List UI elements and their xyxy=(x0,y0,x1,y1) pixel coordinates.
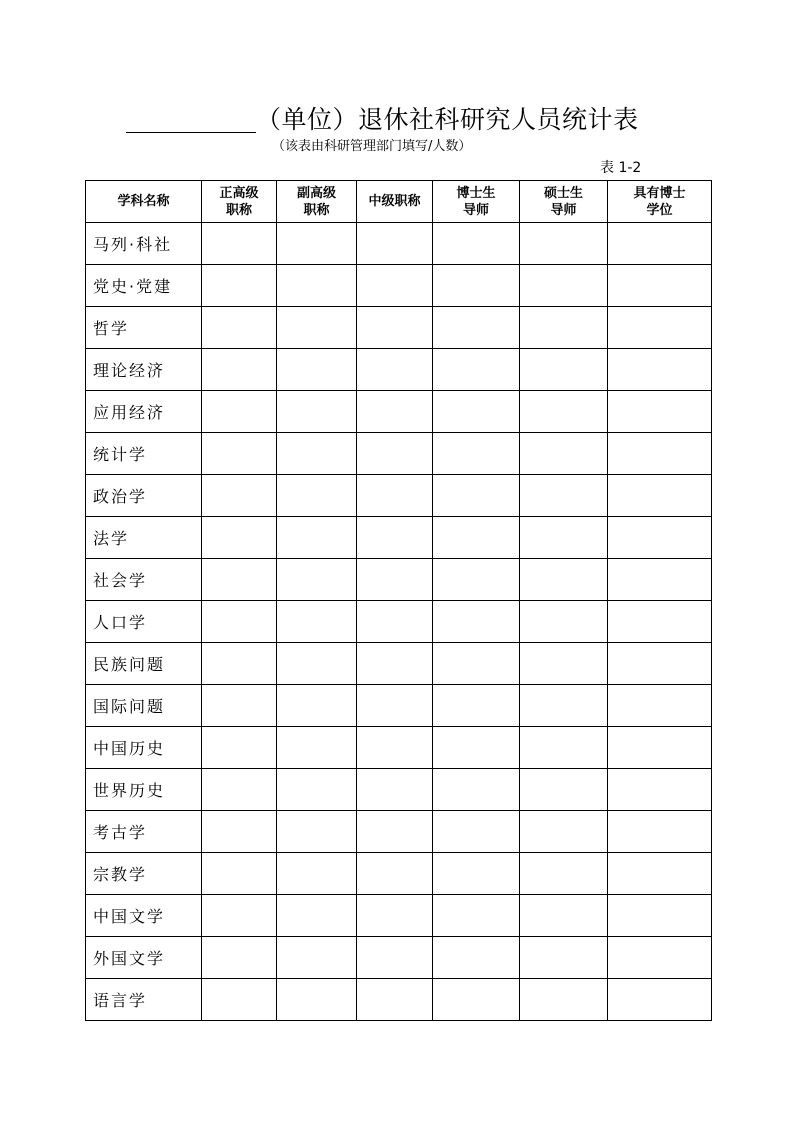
table-row xyxy=(86,811,712,853)
table-row xyxy=(86,769,712,811)
data-entry-cell[interactable] xyxy=(357,391,433,433)
data-entry-cell[interactable] xyxy=(202,223,277,265)
table-row xyxy=(86,685,712,727)
data-entry-cell[interactable] xyxy=(202,307,277,349)
data-entry-cell[interactable] xyxy=(433,391,520,433)
table-row xyxy=(86,601,712,643)
data-entry-cell[interactable] xyxy=(277,685,357,727)
data-entry-cell[interactable] xyxy=(520,559,608,601)
subject-name-cell: 统计学 xyxy=(86,433,202,475)
subject-name-cell: 世界历史 xyxy=(86,769,202,811)
data-entry-cell[interactable] xyxy=(608,391,712,433)
data-entry-cell[interactable] xyxy=(357,475,433,517)
table-row xyxy=(86,979,712,1021)
data-entry-cell[interactable] xyxy=(202,895,277,937)
page-subtitle: （该表由科研管理部门填写/人数） xyxy=(272,139,472,154)
data-entry-cell[interactable] xyxy=(433,727,520,769)
data-entry-cell[interactable] xyxy=(202,559,277,601)
data-entry-cell[interactable] xyxy=(277,979,357,1021)
data-entry-cell[interactable] xyxy=(202,349,277,391)
data-entry-cell[interactable] xyxy=(608,643,712,685)
data-entry-cell[interactable] xyxy=(608,307,712,349)
data-entry-cell[interactable] xyxy=(608,475,712,517)
data-entry-cell[interactable] xyxy=(433,265,520,307)
subject-name-cell: 考古学 xyxy=(86,811,202,853)
data-entry-cell[interactable] xyxy=(433,979,520,1021)
data-entry-cell[interactable] xyxy=(433,307,520,349)
data-entry-cell[interactable] xyxy=(277,391,357,433)
data-entry-cell[interactable] xyxy=(520,433,608,475)
subject-name-cell: 哲学 xyxy=(86,307,202,349)
data-entry-cell[interactable] xyxy=(277,643,357,685)
header-row xyxy=(86,181,712,223)
data-entry-cell[interactable] xyxy=(520,895,608,937)
data-entry-cell[interactable] xyxy=(520,853,608,895)
column-header-line2: 导师 xyxy=(550,202,577,218)
data-entry-cell[interactable] xyxy=(357,265,433,307)
data-entry-cell[interactable] xyxy=(433,937,520,979)
data-entry-cell[interactable] xyxy=(608,601,712,643)
data-entry-cell[interactable] xyxy=(520,517,608,559)
data-entry-cell[interactable] xyxy=(277,517,357,559)
data-entry-cell[interactable] xyxy=(433,349,520,391)
data-entry-cell[interactable] xyxy=(520,349,608,391)
table-row xyxy=(86,475,712,517)
table-row xyxy=(86,937,712,979)
data-entry-cell[interactable] xyxy=(202,727,277,769)
table-row xyxy=(86,727,712,769)
table-row xyxy=(86,517,712,559)
data-entry-cell[interactable] xyxy=(277,265,357,307)
data-entry-cell[interactable] xyxy=(520,685,608,727)
column-header xyxy=(357,181,433,223)
data-entry-cell[interactable] xyxy=(357,979,433,1021)
data-entry-cell[interactable] xyxy=(202,769,277,811)
column-header-line2: 职称 xyxy=(303,202,330,218)
data-entry-cell[interactable] xyxy=(608,853,712,895)
data-entry-cell[interactable] xyxy=(433,601,520,643)
data-entry-cell[interactable] xyxy=(520,307,608,349)
data-entry-cell[interactable] xyxy=(202,433,277,475)
table-row xyxy=(86,265,712,307)
data-entry-cell[interactable] xyxy=(520,727,608,769)
data-entry-cell[interactable] xyxy=(202,685,277,727)
data-entry-cell[interactable] xyxy=(277,433,357,475)
data-entry-cell[interactable] xyxy=(277,601,357,643)
subject-name-cell: 语言学 xyxy=(86,979,202,1021)
data-entry-cell[interactable] xyxy=(608,979,712,1021)
data-entry-cell[interactable] xyxy=(277,769,357,811)
data-entry-cell[interactable] xyxy=(608,223,712,265)
data-entry-cell[interactable] xyxy=(520,937,608,979)
data-entry-cell[interactable] xyxy=(357,559,433,601)
unit-name-blank[interactable] xyxy=(126,132,256,133)
column-header-line1: 正高级 xyxy=(219,185,259,201)
data-entry-cell[interactable] xyxy=(520,769,608,811)
subject-name-cell: 社会学 xyxy=(86,559,202,601)
data-entry-cell[interactable] xyxy=(357,685,433,727)
data-entry-cell[interactable] xyxy=(433,895,520,937)
data-entry-cell[interactable] xyxy=(277,895,357,937)
data-entry-cell[interactable] xyxy=(608,349,712,391)
table-row xyxy=(86,433,712,475)
data-entry-cell[interactable] xyxy=(608,895,712,937)
data-entry-cell[interactable] xyxy=(520,475,608,517)
data-entry-cell[interactable] xyxy=(520,265,608,307)
data-entry-cell[interactable] xyxy=(277,307,357,349)
subject-name-cell: 党史·党建 xyxy=(86,265,202,307)
subject-name-cell: 宗教学 xyxy=(86,853,202,895)
data-entry-cell[interactable] xyxy=(520,391,608,433)
data-entry-cell[interactable] xyxy=(277,349,357,391)
data-entry-cell[interactable] xyxy=(608,433,712,475)
data-entry-cell[interactable] xyxy=(520,643,608,685)
subject-name-cell: 马列·科社 xyxy=(86,223,202,265)
data-entry-cell[interactable] xyxy=(277,475,357,517)
data-entry-cell[interactable] xyxy=(202,853,277,895)
data-entry-cell[interactable] xyxy=(520,979,608,1021)
data-entry-cell[interactable] xyxy=(202,391,277,433)
data-entry-cell[interactable] xyxy=(357,223,433,265)
table-row xyxy=(86,391,712,433)
table-row xyxy=(86,853,712,895)
page-title xyxy=(126,100,639,136)
data-entry-cell[interactable] xyxy=(277,811,357,853)
subject-name-cell: 国际问题 xyxy=(86,685,202,727)
data-entry-cell[interactable] xyxy=(357,349,433,391)
table-row xyxy=(86,307,712,349)
data-entry-cell[interactable] xyxy=(357,895,433,937)
data-entry-cell[interactable] xyxy=(357,643,433,685)
column-header-line1: 硕士生 xyxy=(543,185,583,201)
table-number: 表 1-2 xyxy=(600,160,642,176)
column-header xyxy=(433,181,520,223)
data-entry-cell[interactable] xyxy=(357,937,433,979)
page-title-text: （单位）退休社科研究人员统计表 xyxy=(256,105,639,134)
column-header-line1: 博士生 xyxy=(456,185,496,201)
data-entry-cell[interactable] xyxy=(277,853,357,895)
data-entry-cell[interactable] xyxy=(277,937,357,979)
data-entry-cell[interactable] xyxy=(277,223,357,265)
subject-name-cell: 民族问题 xyxy=(86,643,202,685)
data-entry-cell[interactable] xyxy=(202,475,277,517)
data-entry-cell[interactable] xyxy=(520,601,608,643)
data-entry-cell[interactable] xyxy=(433,769,520,811)
data-entry-cell[interactable] xyxy=(357,601,433,643)
data-entry-cell[interactable] xyxy=(277,727,357,769)
table-row xyxy=(86,223,712,265)
column-header-line2: 导师 xyxy=(462,202,489,218)
subject-name-cell: 法学 xyxy=(86,517,202,559)
table-row xyxy=(86,349,712,391)
column-header xyxy=(86,181,202,223)
column-header-line1: 学科名称 xyxy=(117,194,170,209)
data-entry-cell[interactable] xyxy=(608,811,712,853)
table-row xyxy=(86,559,712,601)
column-header-line2: 职称 xyxy=(225,202,252,218)
data-entry-cell[interactable] xyxy=(433,559,520,601)
data-entry-cell[interactable] xyxy=(357,433,433,475)
table-row xyxy=(86,643,712,685)
column-header-line1: 具有博士 xyxy=(633,185,686,201)
data-entry-cell[interactable] xyxy=(520,811,608,853)
data-entry-cell[interactable] xyxy=(202,979,277,1021)
subject-name-cell: 理论经济 xyxy=(86,349,202,391)
table-row xyxy=(86,895,712,937)
data-entry-cell[interactable] xyxy=(433,643,520,685)
data-entry-cell[interactable] xyxy=(433,517,520,559)
table-body xyxy=(86,223,712,1021)
data-entry-cell[interactable] xyxy=(202,643,277,685)
column-header xyxy=(202,181,277,223)
data-entry-cell[interactable] xyxy=(433,475,520,517)
data-entry-cell[interactable] xyxy=(433,223,520,265)
column-header-line2: 学位 xyxy=(646,202,673,218)
subject-name-cell: 中国历史 xyxy=(86,727,202,769)
subject-name-cell: 外国文学 xyxy=(86,937,202,979)
data-entry-cell[interactable] xyxy=(357,727,433,769)
column-header-line1: 中级职称 xyxy=(368,194,421,209)
subject-name-cell: 应用经济 xyxy=(86,391,202,433)
subject-name-cell: 政治学 xyxy=(86,475,202,517)
data-entry-cell[interactable] xyxy=(202,517,277,559)
data-entry-cell[interactable] xyxy=(202,811,277,853)
data-entry-cell[interactable] xyxy=(608,685,712,727)
subject-name-cell: 中国文学 xyxy=(86,895,202,937)
data-entry-cell[interactable] xyxy=(433,433,520,475)
data-entry-cell[interactable] xyxy=(608,727,712,769)
data-entry-cell[interactable] xyxy=(202,265,277,307)
data-entry-cell[interactable] xyxy=(357,853,433,895)
column-header-line1: 副高级 xyxy=(296,185,336,201)
data-entry-cell[interactable] xyxy=(608,517,712,559)
data-entry-cell[interactable] xyxy=(608,769,712,811)
column-header xyxy=(608,181,712,223)
column-header xyxy=(520,181,608,223)
data-entry-cell[interactable] xyxy=(433,853,520,895)
data-entry-cell[interactable] xyxy=(357,769,433,811)
data-entry-cell[interactable] xyxy=(433,685,520,727)
data-entry-cell[interactable] xyxy=(202,937,277,979)
table-header xyxy=(86,181,712,223)
data-entry-cell[interactable] xyxy=(520,223,608,265)
data-entry-cell[interactable] xyxy=(608,559,712,601)
data-entry-cell[interactable] xyxy=(357,811,433,853)
data-entry-cell[interactable] xyxy=(277,559,357,601)
data-entry-cell[interactable] xyxy=(357,517,433,559)
data-entry-cell[interactable] xyxy=(357,307,433,349)
column-header xyxy=(277,181,357,223)
data-entry-cell[interactable] xyxy=(433,811,520,853)
statistics-table xyxy=(85,180,712,1021)
data-entry-cell[interactable] xyxy=(202,601,277,643)
data-entry-cell[interactable] xyxy=(608,937,712,979)
subject-name-cell: 人口学 xyxy=(86,601,202,643)
data-entry-cell[interactable] xyxy=(608,265,712,307)
